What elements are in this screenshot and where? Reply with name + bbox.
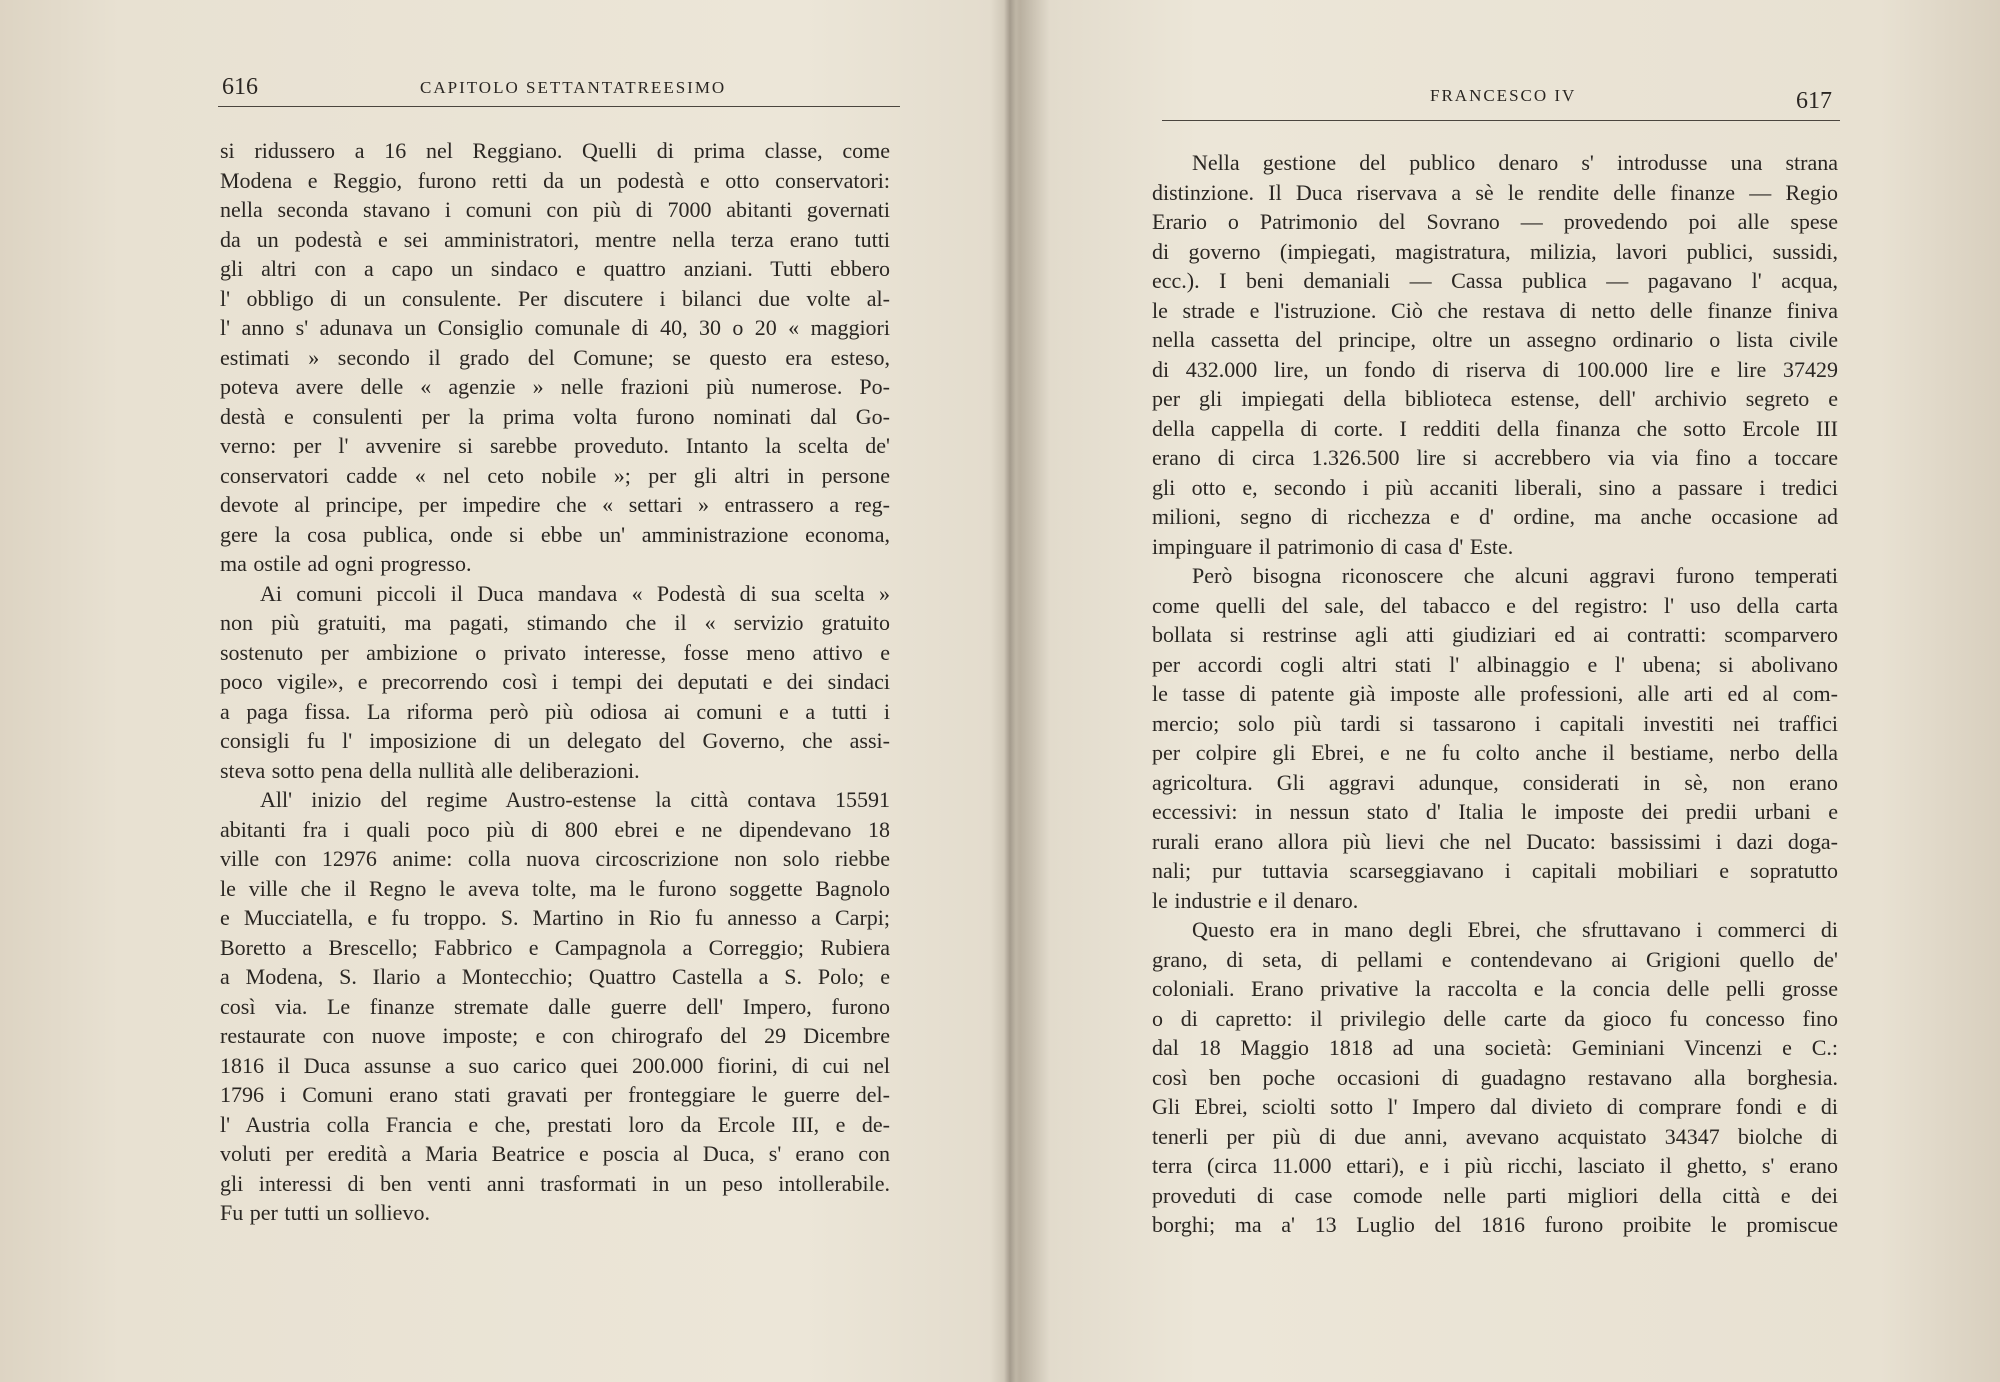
text-line: rurali erano allora più lievi che nel Ducato: bassissimi i dazi doga- [1152, 828, 1838, 854]
text-line: Erario o Patrimonio del Sovrano — provedendo poi alle spese [1152, 209, 1838, 234]
text-line: per gli impiegati della biblioteca estense, dell' archivio segreto e [1152, 386, 1838, 411]
text-line: Boretto a Brescello; Fabbrico e Campagnola a Correggio; Rubiera [220, 934, 890, 960]
text-line: erano di circa 1.326.500 lire si accrebbero via via fino a toccare [1152, 445, 1838, 470]
text-line: devote al principe, per impedire che « settari » entrassero a reg- [220, 492, 890, 517]
text-line: non più gratuiti, ma pagati, stimando che il « servizio gratuito [220, 610, 890, 635]
text-line: le tasse di patente già imposte alle professioni, alle arti ed al com- [1152, 681, 1838, 706]
left-page-text [220, 136, 890, 1228]
text-line: 1816 il Duca assunse a suo carico quei 200.000 fiorini, di cui nel [220, 1052, 890, 1078]
text-line: agricoltura. Gli aggravi adunque, considerati in sè, non erano [1152, 769, 1838, 795]
text-line: ville con 12976 anime: colla nuova circoscrizione non solo riebbe [220, 846, 890, 871]
text-line: bollata si restrinse agli atti giudiziari ed ai contratti: scomparvero [1152, 622, 1838, 647]
text-line: Fu per tutti un sollievo. [220, 1200, 430, 1225]
text-line: mercio; solo più tardi si tassarono i capitali investiti nei traffici [1152, 710, 1838, 736]
text-line: borghi; ma a' 13 Luglio del 1816 furono proibite le promiscue [1152, 1212, 1838, 1237]
text-line: le strade e l'istruzione. Ciò che restava di netto delle finanze finiva [1152, 297, 1838, 323]
text-line: Questo era in mano degli Ebrei, che sfruttavano i commerci di [1192, 917, 1838, 942]
text-line: gli otto e, secondo i più accaniti liberali, sino a passare i tredici [1152, 474, 1838, 500]
text-line: conservatori cadde « nel ceto nobile »; per gli altri in persone [220, 462, 890, 488]
text-line: Però bisogna riconoscere che alcuni aggravi furono temperati [1192, 563, 1838, 588]
text-line: come quelli del sale, del tabacco e del registro: l' uso della carta [1152, 592, 1838, 618]
text-line: gere la cosa publica, onde si ebbe un' amministrazione economa, [220, 521, 890, 547]
text-line: grano, di seta, di pellami e contendevano ai Grigioni quello de' [1152, 946, 1838, 972]
text-line: l' Austria colla Francia e che, prestati loro da Ercole III, e de- [220, 1111, 890, 1137]
left-running-head: CAPITOLO SETTANTATREESIMO [420, 78, 727, 97]
text-line: nella cassetta del principe, oltre un assegno ordinario o lista civile [1152, 327, 1838, 352]
text-line: 1796 i Comuni erano stati gravati per fronteggiare le guerre del- [220, 1082, 890, 1107]
text-line: steva sotto pena della nullità alle deliberazioni. [220, 757, 640, 783]
text-line: l' obbligo di un consulente. Per discutere i bilanci due volte al- [220, 285, 890, 311]
text-line: le industrie e il denaro. [1152, 887, 1359, 913]
text-line: coloniali. Erano privative la raccolta e la concia delle pelli grosse [1152, 976, 1838, 1001]
text-line: distinzione. Il Duca riservava a sè le rendite delle finanze — Regio [1152, 179, 1838, 205]
right-head-rule [1162, 120, 1840, 121]
text-line: Ai comuni piccoli il Duca mandava « Podestà di sua scelta » [260, 580, 890, 606]
text-line: eccessivi: in nessun stato d' Italia le imposte dei predii urbani e [1152, 799, 1838, 824]
text-line: estimati » secondo il grado del Comune; se questo era esteso, [220, 344, 890, 370]
text-line: dal 18 Maggio 1818 ad una società: Geminiani Vincenzi e C.: [1152, 1035, 1838, 1060]
text-line: a paga fissa. La riforma però più odiosa ai comuni e a tutti i [220, 698, 890, 724]
text-line: abitanti fra i quali poco più di 800 ebrei e ne dipendevano 18 [220, 816, 890, 842]
text-line: a Modena, S. Ilario a Montecchio; Quattro Castella a S. Polo; e [220, 964, 890, 989]
text-line: da un podestà e sei amministratori, mentre nella terza erano tutti [220, 226, 890, 252]
text-line: poteva avere delle « agenzie » nelle frazioni più numerose. Po- [220, 374, 890, 399]
text-line: proveduti di case comode nelle parti migliori della città e dei [1152, 1182, 1838, 1208]
text-line: gli interessi di ben venti anni trasformati in un peso intollerabile. [220, 1170, 890, 1196]
text-line: tenerli per più di due anni, avevano acquistato 34347 biolche di [1152, 1123, 1838, 1149]
text-line: voluti per eredità a Maria Beatrice e poscia al Duca, s' erano con [220, 1141, 890, 1166]
text-line: poco vigile», e precorrendo così i tempi dei deputati e dei sindaci [220, 669, 890, 694]
text-line: ma ostile ad ogni progresso. [220, 551, 472, 576]
right-page-text [1152, 148, 1838, 1240]
text-line: e Mucciatella, e fu troppo. S. Martino in Rio fu annesso a Carpi; [220, 905, 890, 930]
text-line: le ville che il Regno le aveva tolte, ma le furono soggette Bagnolo [220, 875, 890, 901]
right-page [1010, 0, 2000, 1382]
left-head-rule [218, 106, 900, 107]
left-page-number: 616 [222, 74, 258, 100]
text-line: destà e consulenti per la prima volta furono nominati dal Go- [220, 403, 890, 429]
text-line: per colpire gli Ebrei, e ne fu colto anche il bestiame, nerbo della [1152, 740, 1838, 765]
text-line: verno: per l' avvenire si sarebbe proveduto. Intanto la scelta de' [220, 433, 890, 458]
text-line: l' anno s' adunava un Consiglio comunale di 40, 30 o 20 « maggiori [220, 315, 890, 340]
text-line: così ben poche occasioni di guadagno restavano alla borghesia. [1152, 1064, 1838, 1090]
text-line: si ridussero a 16 nel Reggiano. Quelli di prima classe, come [220, 138, 890, 163]
text-line: terra (circa 11.000 ettari), e i più ricchi, lasciato il ghetto, s' erano [1152, 1153, 1838, 1178]
text-line: ecc.). I beni demaniali — Cassa publica — pagavano l' acqua, [1152, 268, 1838, 293]
text-line: Gli Ebrei, sciolti sotto l' Impero dal divieto di comprare fondi e di [1152, 1094, 1838, 1119]
text-line: Modena e Reggio, furono retti da un podestà e otto conservatori: [220, 167, 890, 193]
text-line: impinguare il patrimonio di casa d' Este. [1152, 533, 1514, 559]
text-line: di 432.000 lire, un fondo di riserva di 100.000 lire e lire 37429 [1152, 356, 1838, 382]
text-line: gli altri con a capo un sindaco e quattro anziani. Tutti ebbero [220, 256, 890, 281]
text-line: Nella gestione del publico denaro s' introdusse una strana [1192, 150, 1838, 175]
text-line: di governo (impiegati, magistratura, milizia, lavori publici, sussidi, [1152, 238, 1838, 264]
text-line: All' inizio del regime Austro-estense la città contava 15591 [260, 787, 890, 812]
text-line: restaurate con nuove imposte; e con chirografo del 29 Dicembre [220, 1023, 890, 1048]
text-line: milioni, segno di ricchezza e d' ordine, ma anche occasione ad [1152, 504, 1838, 529]
right-running-head: FRANCESCO IV [1430, 86, 1577, 105]
text-line: o di capretto: il privilegio delle carte da gioco fu concesso fino [1152, 1005, 1838, 1031]
right-page-number: 617 [1796, 88, 1832, 114]
text-line: nella seconda stavano i comuni con più di 7000 abitanti governati [220, 197, 890, 222]
text-line: nali; pur tuttavia scarseggiavano i capitali mobiliari e sopratutto [1152, 858, 1838, 883]
text-line: sostenuto per ambizione o privato interesse, fosse meno attivo e [220, 639, 890, 665]
text-line: della cappella di corte. I redditi della finanza che sotto Ercole III [1152, 415, 1838, 441]
text-line: per accordi cogli altri stati l' albinaggio e l' ubena; si abolivano [1152, 651, 1838, 677]
gutter-fold [1004, 0, 1016, 1382]
text-line: così via. Le finanze stremate dalle guerre dell' Impero, furono [220, 993, 890, 1019]
text-line: consigli fu l' imposizione di un delegato del Governo, che assi- [220, 728, 890, 753]
